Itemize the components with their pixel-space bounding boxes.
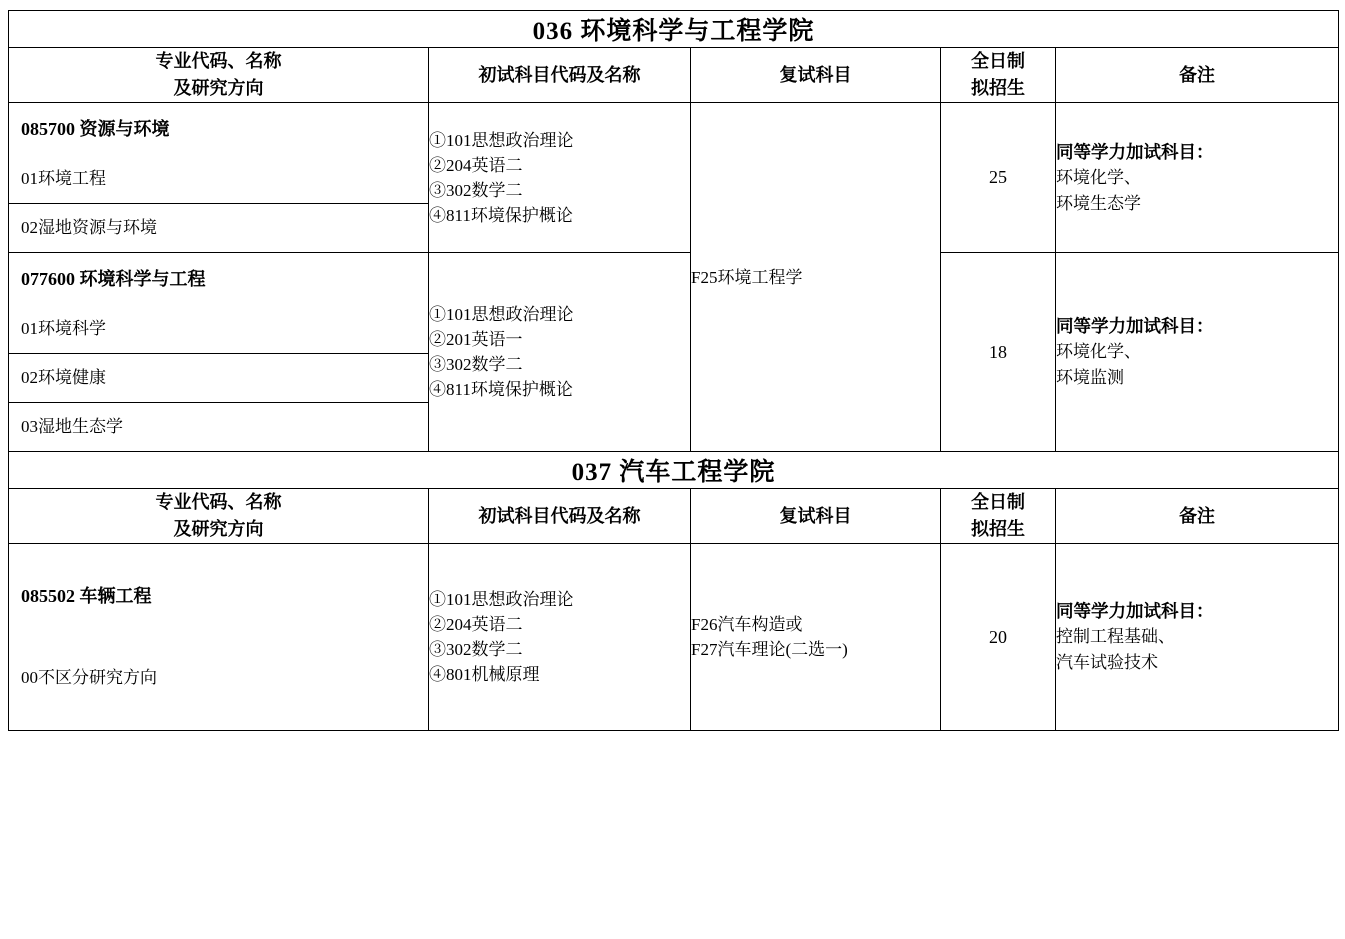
enrollment-085502: 20 <box>941 544 1056 731</box>
header-major-line2: 及研究方向 <box>173 519 264 539</box>
remark-085700 <box>1056 103 1339 253</box>
enrollment-077600: 18 <box>941 253 1056 452</box>
exam-subject: ④801机械原理 <box>429 665 540 684</box>
table-header-row <box>9 48 1339 103</box>
retest-line: F26汽车构造或 <box>691 615 803 634</box>
table-row <box>9 544 1339 731</box>
major-code-name: 077600 环境科学与工程 <box>21 269 206 289</box>
remark-line: 环境监测 <box>1056 368 1124 387</box>
exam-subject: ①101思想政治理论 <box>429 130 574 150</box>
exam-subject: ④811环境保护概论 <box>429 380 573 399</box>
retest-subject-085502 <box>691 544 941 731</box>
table-row <box>9 103 1339 253</box>
remark-077600 <box>1056 253 1339 452</box>
table-header-row <box>9 489 1339 544</box>
retest-subject-036: F25环境工程学 <box>691 103 941 452</box>
header-remark: 备注 <box>1056 48 1339 103</box>
exam-subject: ③302数学二 <box>429 180 523 200</box>
retest-line: F27汽车理论(二选一) <box>691 640 848 659</box>
remark-title: 同等学力加试科目： <box>1056 141 1214 162</box>
research-direction: 00不区分研究方向 <box>21 668 157 687</box>
header-retest: 复试科目 <box>691 489 941 544</box>
major-cell-085502 <box>9 544 429 731</box>
exam-subject: ③302数学二 <box>429 640 523 659</box>
research-direction: 01环境工程 <box>21 169 106 188</box>
header-major-line1: 专业代码、名称 <box>155 51 282 71</box>
enrollment-085700: 25 <box>941 103 1056 253</box>
first-exam-subjects-077600 <box>429 253 691 452</box>
section-title-row <box>9 11 1339 48</box>
header-enrollment-line2: 拟招生 <box>971 78 1025 98</box>
research-direction: 02湿地资源与环境 <box>9 203 428 252</box>
exam-subject: ①101思想政治理论 <box>429 305 574 324</box>
table-row <box>9 253 1339 452</box>
remark-line: 环境生态学 <box>1056 193 1141 213</box>
header-retest: 复试科目 <box>691 48 941 103</box>
admissions-table <box>8 10 1339 731</box>
exam-subject: ④811环境保护概论 <box>429 205 573 225</box>
remark-line: 控制工程基础、 <box>1056 627 1175 646</box>
header-remark: 备注 <box>1056 489 1339 544</box>
header-major-line1: 专业代码、名称 <box>155 492 282 512</box>
first-exam-subjects-085502 <box>429 544 691 731</box>
major-cell-077600 <box>9 253 429 452</box>
major-code-name: 085700 资源与环境 <box>21 119 170 139</box>
header-major-line2: 及研究方向 <box>173 78 264 98</box>
exam-subject: ②204英语二 <box>429 155 523 175</box>
exam-subject: ②204英语二 <box>429 615 523 634</box>
section-title-row <box>9 452 1339 489</box>
section-title-037: 037 汽车工程学院 <box>9 452 1339 489</box>
header-enrollment-line1: 全日制 <box>971 51 1025 71</box>
major-cell-085700 <box>9 103 429 253</box>
remark-line: 环境化学、 <box>1056 167 1141 187</box>
header-enrollment <box>941 489 1056 544</box>
section-title-036: 036 环境科学与工程学院 <box>9 11 1339 48</box>
research-direction: 03湿地生态学 <box>9 402 428 451</box>
remark-085502 <box>1056 544 1339 731</box>
research-direction: 02环境健康 <box>9 353 428 402</box>
exam-subject: ①101思想政治理论 <box>429 590 574 609</box>
remark-title: 同等学力加试科目： <box>1056 316 1214 336</box>
header-enrollment <box>941 48 1056 103</box>
remark-title: 同等学力加试科目： <box>1056 601 1214 621</box>
header-major-code-name <box>9 48 429 103</box>
remark-line: 汽车试验技术 <box>1056 653 1158 672</box>
header-first-exam: 初试科目代码及名称 <box>429 489 691 544</box>
major-code-name: 085502 车辆工程 <box>21 586 152 606</box>
header-enrollment-line1: 全日制 <box>971 492 1025 512</box>
research-direction: 01环境科学 <box>21 319 106 338</box>
first-exam-subjects-085700 <box>429 103 691 253</box>
header-enrollment-line2: 拟招生 <box>971 519 1025 539</box>
header-major-code-name <box>9 489 429 544</box>
exam-subject: ③302数学二 <box>429 355 523 374</box>
remark-line: 环境化学、 <box>1056 342 1141 361</box>
header-first-exam: 初试科目代码及名称 <box>429 48 691 103</box>
exam-subject: ②201英语一 <box>429 330 523 349</box>
